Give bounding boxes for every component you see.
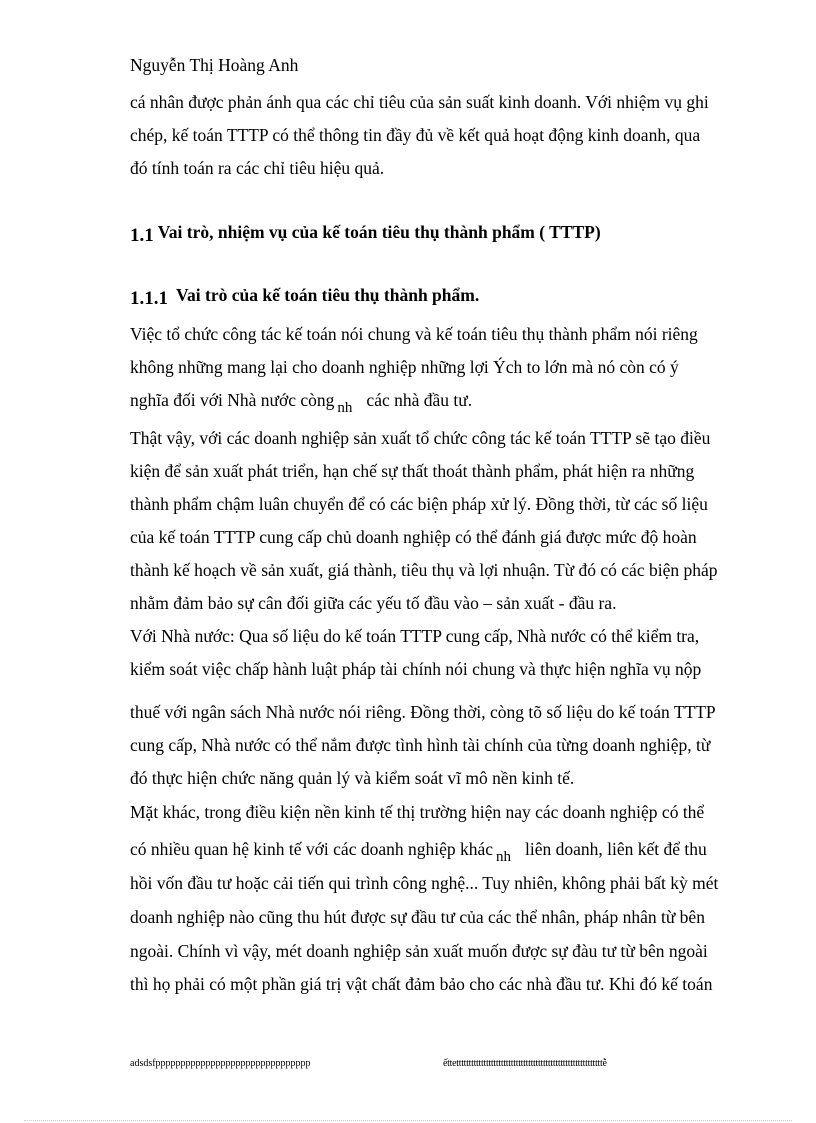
body-line: hồi vốn đầu tư hoặc cải tiến qui trình công nghệ... Tuy nhiên, không phải bất kỳ mét xyxy=(130,873,719,893)
body-line: kiện để sản xuất phát triển, hạn chế sự thất thoát thành phẩm, phát hiện ra những xyxy=(130,461,695,481)
body-line: đó thực hiện chức năng quản lý và kiểm soát vĩ mô nền kinh tế. xyxy=(130,768,575,788)
body-line: thì họ phải có một phần giá trị vật chất đảm bảo cho các nhà đầu tư. Khi đó kế toán xyxy=(130,974,713,994)
body-line xyxy=(130,389,473,416)
body-line: kiểm soát việc chấp hành luật pháp tài chính nói chung và thực hiện nghĩa vụ nộp xyxy=(130,659,702,679)
body-line: thành kế hoạch về sản xuất, giá thành, tiêu thụ và lợi nhuận. Từ đó có các biện pháp xyxy=(130,560,718,580)
body-line: Việc tổ chức công tác kế toán nói chung và kế toán tiêu thụ thành phẩm nói riêng xyxy=(130,324,698,344)
text: liên doanh, liên kết để thu xyxy=(525,839,707,859)
footer-left: adsdsfppppppppppppppppppppppppppppppp xyxy=(130,1058,311,1069)
body-line: Với Nhà nước: Qua số liệu do kế toán TTTP cung cấp, Nhà nước có thể kiểm tra, xyxy=(130,626,700,646)
heading-title: Vai trò, nhiệm vụ của kế toán tiêu thụ thành phẩm ( TTTP) xyxy=(157,222,601,242)
body-line: Thật vậy, với các doanh nghiệp sản xuất tổ chức công tác kế toán TTTP sẽ tạo điều xyxy=(130,428,711,448)
text: các nhà đầu tư. xyxy=(366,390,473,410)
body-line: thành phẩm chậm luân chuyển để có các biện pháp xử lý. Đồng thời, từ các số liệu xyxy=(130,494,708,514)
body-line: thuế với ngân sách Nhà nước nói riêng. Đồng thời, còng tõ số liệu do kế toán TTTP xyxy=(130,702,716,722)
body-line: doanh nghiệp nào cũng thu hút được sự đầu tư của các thể nhân, pháp nhân từ bên xyxy=(130,907,705,927)
page-bottom-divider xyxy=(24,1120,792,1121)
body-line: nhằm đảm bảo sự cân đối giữa các yếu tố đầu vào – sản xuất - đầu ra. xyxy=(130,593,617,613)
intro-line: chép, kế toán TTTP có thể thông tin đầy đủ về kết quả hoạt động kinh doanh, qua xyxy=(130,125,701,145)
footer-right: ếttetttttttttttttttttttttttttttttttttttttttttttttttttttttttttttễ xyxy=(443,1058,607,1069)
subscript-text: nh xyxy=(337,400,353,416)
text: nghĩa đối với Nhà nước còng xyxy=(130,390,335,410)
body-line: cung cấp, Nhà nước có thể nắm được tình hình tài chính của từng doanh nghiệp, từ xyxy=(130,735,711,755)
text: có nhiều quan hệ kinh tế với các doanh nghiệp khác xyxy=(130,839,494,859)
subscript-text: nh xyxy=(496,849,512,865)
intro-line: đó tính toán ra các chỉ tiêu hiệu quả. xyxy=(130,158,385,178)
heading-number: 1.1 xyxy=(130,225,154,246)
body-line: Mặt khác, trong điều kiện nền kinh tế thị trường hiện nay các doanh nghiệp có thể xyxy=(130,802,705,822)
header-author: Nguyễn Thị Hoàng Anh xyxy=(130,55,299,75)
body-line xyxy=(130,838,707,865)
heading-number: 1.1.1 xyxy=(130,288,168,309)
body-line: không những mang lại cho doanh nghiệp những lợi Ých to lớn mà nó còn có ý xyxy=(130,357,679,377)
intro-line: cá nhân được phản ánh qua các chỉ tiêu của sản suất kinh doanh. Với nhiệm vụ ghi xyxy=(130,92,709,112)
heading-1-1 xyxy=(130,221,601,244)
body-line: ngoài. Chính vì vậy, mét doanh nghiệp sản xuất muốn được sự đàu tư từ bên ngoài xyxy=(130,941,708,961)
heading-title: Vai trò của kế toán tiêu thụ thành phẩm. xyxy=(176,285,480,305)
body-line: của kế toán TTTP cung cấp chủ doanh nghiệp có thể đánh giá được mức độ hoàn xyxy=(130,527,697,547)
heading-1-1-1 xyxy=(130,284,479,307)
